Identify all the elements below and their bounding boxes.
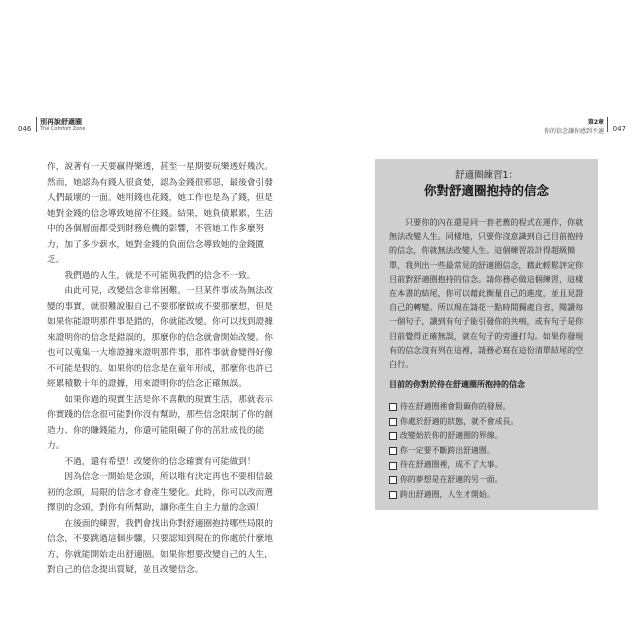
- paragraph: 我們過的人生，就是不可能與我們的信念不一致。: [64, 270, 256, 281]
- checkbox-icon[interactable]: [389, 476, 397, 484]
- checkbox-icon[interactable]: [389, 403, 397, 411]
- checklist-item-label: 待在舒適圈裡會阻礙你的發展。: [400, 402, 511, 411]
- checkbox-icon[interactable]: [389, 418, 397, 426]
- checklist-item[interactable]: [389, 488, 589, 503]
- paragraph: 如果你過的現實生活是你不喜歡的現實生活，那就表示你實踐的信念很可能對你沒有幫助，那些信念限制了你的創造力、你的賺錢能力，你還可能阻礙了你的茁壯成長的能力。: [47, 394, 273, 451]
- checkbox-icon[interactable]: [389, 491, 397, 499]
- checklist-item-label: 你的夢想是在舒適的另一面。: [400, 474, 503, 484]
- checklist-item[interactable]: [389, 473, 589, 488]
- checklist-item-label: 跨出舒適圈，人生才開始。: [400, 489, 495, 499]
- belief-checklist: [389, 400, 589, 502]
- left-page-body: [47, 160, 277, 579]
- paragraph: 不過，還有希望！改變你的信念確實有可能做到！: [64, 456, 256, 467]
- exercise-body: [389, 215, 587, 371]
- chapter-title: 你的信念讓你感到不適: [543, 128, 604, 135]
- checklist-item[interactable]: [389, 429, 589, 444]
- paragraph: 在後面的練習，我們會找出你對舒適圈抱持哪些局限的信念，不要跳過這個步驟，只要認知到現在的你處於什麼地方，你就能開始走出舒適圈。如果你想要改變自己的人生，對自己的信念提出質疑，並且改變信念。: [47, 518, 273, 575]
- header-divider: [607, 117, 608, 132]
- paragraph: 只要你的內在還是同一套老舊的程式在運作，你就無法改變人生。同樣地，只要你沒意識到自己目前抱持的信念，你就無法改變人生。這個練習設計得超級簡單，我列出一些最常見的舒適圈信念，藉此輕鬆評定你目前對舒適圈抱持的信念。請你務必做這個練習，這樣在本書的結尾，你可以藉此衡量自己的進度，並且見證自己的轉變。所以現在請花一點時間獨處自省，閱讀每一個句子，讀到有句子能引發你的共鳴，或有句子是你目前覺得正確無誤，就在句子的旁邊打勾。如果你發現有的信念沒有列在這裡，請務必寫在這份清單結尾的空白行。: [389, 217, 584, 370]
- exercise-title: 你對舒適圈抱持的信念: [423, 183, 549, 198]
- checklist-item[interactable]: [389, 415, 589, 430]
- checklist-item[interactable]: [389, 458, 589, 473]
- checklist-item-label: 改變始於你的舒適圈的界線。: [400, 431, 503, 441]
- checklist-item[interactable]: [389, 444, 589, 459]
- paragraph: 因為信念一開始是念頭，所以唯有決定再也不要相信最初的念頭，局限的信念才會產生變化。此時，你可以改而選擇別的念頭，對你有所幫助，讓你產生自主力量的念頭！: [47, 472, 273, 513]
- chapter-label: 第2章: [587, 119, 604, 126]
- left-page-number: 046: [18, 125, 32, 133]
- checklist-heading: 目前的你對於待在舒適圈所抱持的信念: [389, 380, 525, 389]
- checklist-item-label: 待在舒適圈裡，成不了大事。: [400, 460, 503, 470]
- book-title: 別再說舒適圈: [40, 118, 82, 126]
- checkbox-icon[interactable]: [389, 447, 397, 455]
- checklist-item[interactable]: [389, 400, 589, 415]
- right-page-number: 047: [612, 125, 626, 133]
- paragraph: 作，說著有一天要贏得樂透，甚至一星期要玩樂透好幾次。然而，她認為有錢人很貪婪，認為金錢很邪惡，最後會引發人們最壞的一面。她用錢也花錢，她工作也是為了錢，但是她對金錢的信念導致她留不住錢。結果，她負債累累，生活中的各個層面都受到財務危機的影響，不管她工作多麼努力，加了多少薪水，她對金錢的負面信念導致她的金錢匱乏。: [47, 162, 273, 265]
- checklist-item-label: 你一定要不斷跨出舒適圈。: [400, 445, 495, 455]
- checkbox-icon[interactable]: [389, 432, 397, 440]
- header-divider: [36, 117, 37, 132]
- exercise-label: 舒適圈練習1：: [454, 170, 519, 181]
- checkbox-icon[interactable]: [389, 462, 397, 470]
- checklist-item-label: 你處於舒適的狀態，就不會成長。: [400, 416, 519, 426]
- exercise-title-block: [375, 169, 598, 199]
- exercise-panel: [375, 159, 598, 510]
- book-subtitle: The Comfort Zone: [40, 126, 86, 132]
- paragraph: 由此可見，改變信念非常困難。一旦某件事成為無法改變的事實，就很難說服自己不要那麼做或不要那麼想，但是如果你能證明那件事是錯的，你就能改變。你可以找到證據來證明你的信念是錯誤的，那麼你的信念就會開始改變。你也可以蒐集一大堆證據來證明那件事，那件事就會變得好像不可能是假的。如果你的信念是在童年形成，那麼你也許已經累積數十年的證據，用來證明你的信念正確無誤。: [47, 286, 273, 389]
